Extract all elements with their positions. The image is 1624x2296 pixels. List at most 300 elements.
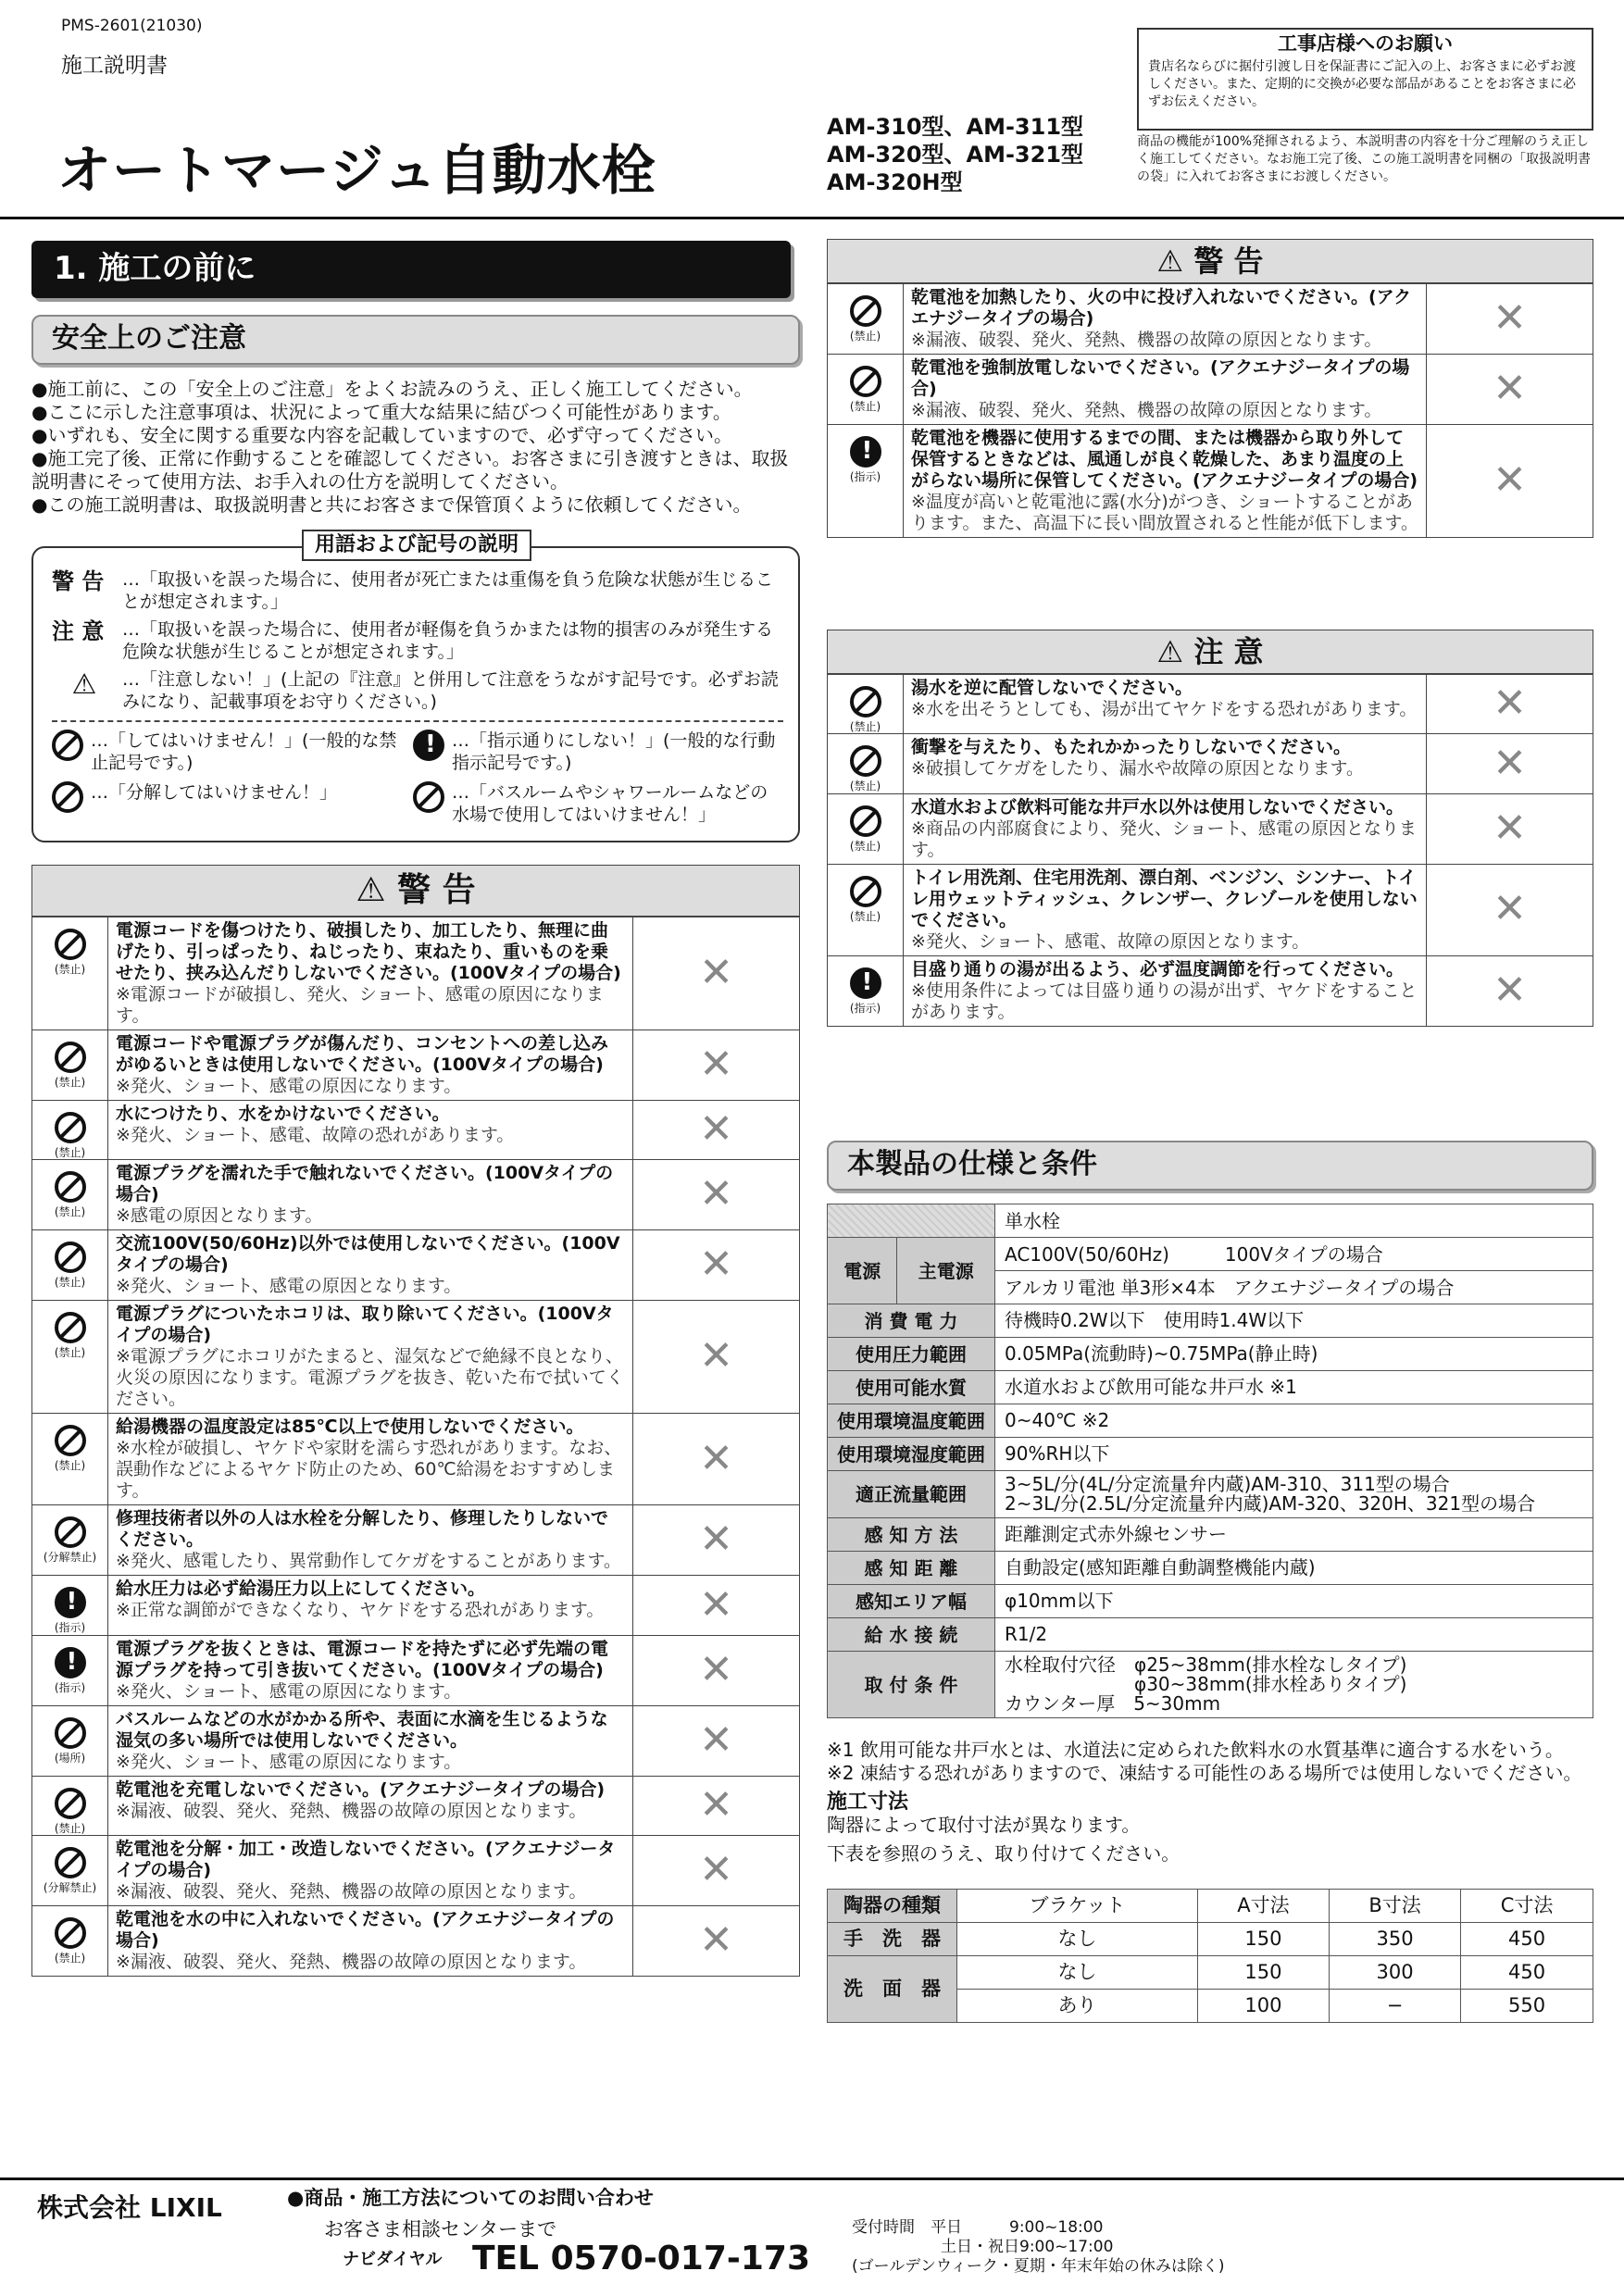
- hazard-statement: 水道水および飲料可能な井戸水以外は使用しないでください。: [911, 796, 1405, 817]
- model-list: [827, 113, 1083, 196]
- hazard-text: [108, 1505, 633, 1576]
- no-disassembly-icon: [52, 781, 83, 813]
- icon-caption: (禁止): [54, 1821, 86, 1835]
- prohibit-icon: [850, 745, 881, 777]
- hazard-statement: 電源コードを傷つけたり、破損したり、加工したり、無理に曲げたり、引っぱったり、ねじったり、束ねたり、重いものを乗せたり、挟み込んだりしないでください。(100Vタイプの場合): [116, 920, 621, 983]
- bullet: ●ここに示した注意事項は、状況によって重大な結果に結びつく可能性があります。: [31, 401, 731, 423]
- spec-value: 0~40℃ ※2: [995, 1404, 1593, 1438]
- hazard-icon-cell: [828, 955, 904, 1026]
- bullet: ●この施工説明書は、取扱説明書と共にお客さまで保管頂くように依頼してください。: [31, 493, 752, 516]
- hazard-reason: ※漏液、破裂、発火、発熱、機器の故障の原因となります。: [116, 1952, 587, 1973]
- cross-mark-icon: ✕: [1493, 885, 1527, 933]
- prohibit-icon: [52, 730, 83, 761]
- contact-center: お客さま相談センターまで: [324, 2218, 557, 2240]
- spec-notes: [827, 1739, 1605, 1866]
- spec-row: [828, 1471, 1593, 1518]
- cross-mark-icon: ✕: [699, 1781, 733, 1829]
- cross-mark-icon: ✕: [1493, 294, 1527, 343]
- hazard-reason: ※水を出そうとしても、湯が出てヤケドをする恐れがあります。: [911, 699, 1418, 719]
- cross-mark-icon: ✕: [699, 1105, 733, 1154]
- spec-value: 自動設定(感知距離自動調整機能内蔵): [995, 1552, 1593, 1585]
- hazard-text: [108, 1101, 633, 1160]
- model-line: AM-320型、AM-321型: [827, 142, 1084, 168]
- spec-label: 給 水 接 続: [828, 1618, 995, 1652]
- hazard-reason: ※電源プラグにホコリがたまると、湿気などで絶縁不良となり、火災の原因になります。電源プラグを抜き、乾いた布で拭いてください。: [116, 1346, 624, 1410]
- cross-mark-icon: ✕: [1493, 365, 1527, 413]
- dim-line: 下表を参照のうえ、取り付けてください。: [827, 1842, 1181, 1865]
- hazard-row: [32, 1160, 800, 1230]
- doc-type: 施工説明書: [61, 54, 168, 78]
- prohibit-icon: [55, 1516, 86, 1548]
- spec-value: 水栓取付穴径 φ25~38mm(排水栓なしタイプ) φ30~38mm(排水栓ありタイプ) カウンター厚 5~30mm: [995, 1652, 1593, 1718]
- hazard-illustration: [633, 1836, 800, 1906]
- hazard-statement: 修理技術者以外の人は水栓を分解したり、修理したりしないでください。: [116, 1508, 609, 1551]
- bullet: ●施工前に、この「安全上のご注意」をよくお読みのうえ、正しく施工してください。: [31, 378, 753, 400]
- prohibit-icon: [850, 876, 881, 907]
- dim-cell: 150: [1197, 1923, 1329, 1956]
- hazard-row: [32, 1505, 800, 1576]
- hazard-text: [108, 917, 633, 1030]
- spec-row: [828, 1518, 1593, 1552]
- icon-caption: (指示): [54, 1680, 86, 1694]
- spec-row: [828, 1652, 1593, 1718]
- icon-caption: (禁止): [54, 1346, 86, 1360]
- spec-value: R1/2: [995, 1618, 1593, 1652]
- dim-cell: 300: [1329, 1956, 1460, 1990]
- hazard-text: [904, 864, 1427, 955]
- spec-label: 取 付 条 件: [828, 1652, 995, 1718]
- hazard-statement: 電源プラグを抜くときは、電源コードを持たずに必ず先端の電源プラグを持って引き抜いてください。(100Vタイプの場合): [116, 1638, 609, 1680]
- prohibit-def: …「してはいけません！」(一般的な禁止記号です。): [91, 730, 397, 773]
- hazard-illustration: [633, 1230, 800, 1301]
- prohibit-icon: [850, 805, 881, 837]
- installer-request-box: [1137, 28, 1593, 131]
- spec-label: 感 知 方 法: [828, 1518, 995, 1552]
- disassembly-def: …「分解してはいけません！」: [91, 782, 338, 803]
- hazard-icon-cell: [32, 1230, 108, 1301]
- terms-box: [31, 533, 800, 842]
- hazard-reason: ※発火、ショート、感電の原因になります。: [116, 1680, 462, 1702]
- spec-label: 使用可能水質: [828, 1371, 995, 1404]
- prohibit-icon: [55, 1917, 86, 1949]
- right-warning-table: [827, 239, 1593, 538]
- dim-cell: 洗 面 器: [828, 1956, 957, 2023]
- hazard-reason: ※商品の内部腐食により、発火、ショート、感電の原因となります。: [911, 817, 1417, 860]
- hazard-illustration: [1427, 675, 1593, 734]
- model-line: AM-310型、AM-311型: [827, 114, 1084, 140]
- hazard-text: [108, 1576, 633, 1635]
- hazard-icon-cell: [32, 1160, 108, 1230]
- hazard-illustration: [1427, 955, 1593, 1026]
- cross-mark-icon: ✕: [699, 1580, 733, 1628]
- hazard-text: [108, 1776, 633, 1835]
- spec-value: 90%RH以下: [995, 1438, 1593, 1471]
- hazard-icon-cell: [828, 425, 904, 538]
- hazard-illustration: [633, 1906, 800, 1977]
- hazard-reason: ※漏液、破裂、発火、発熱、機器の故障の原因となります。: [911, 400, 1382, 420]
- instruction-icon: [850, 436, 881, 468]
- dim-cell: あり: [957, 1990, 1198, 2023]
- phone-number[interactable]: TEL 0570-017-173: [472, 2240, 810, 2277]
- caution-title: ⚠ 注 意: [827, 630, 1593, 674]
- hazard-icon-cell: [32, 1101, 108, 1160]
- dim-cell: −: [1329, 1990, 1460, 2023]
- hazard-statement: 乾電池を充電しないでください。(アクエナジータイプの場合): [116, 1778, 606, 1800]
- instruction-icon: [55, 1587, 86, 1618]
- hazard-illustration: [633, 1576, 800, 1635]
- footer-divider: [0, 2177, 1624, 2180]
- cross-mark-icon: ✕: [1493, 966, 1527, 1014]
- hazard-reason: ※発火、ショート、感電の原因になります。: [116, 1751, 462, 1772]
- bullet: ●いずれも、安全に関する重要な内容を記載していますので、必ず守ってください。: [31, 424, 733, 446]
- icon-caption: (禁止): [54, 1952, 86, 1965]
- hazard-row: [828, 734, 1593, 793]
- spec-main-label: 主電源: [897, 1238, 995, 1304]
- hazard-text: [904, 355, 1427, 425]
- dim-head: B寸法: [1329, 1890, 1460, 1923]
- hazard-illustration: [1427, 425, 1593, 538]
- prohibit-icon: [55, 1425, 86, 1456]
- dim-head: A寸法: [1197, 1890, 1329, 1923]
- spec-type: 単水栓: [995, 1204, 1593, 1238]
- hazard-icon-cell: [32, 1576, 108, 1635]
- dimension-table: [827, 1889, 1593, 2023]
- hazard-statement: バスルームなどの水がかかる所や、表面に水滴を生じるような湿気の多い場所では使用しないでください。: [116, 1708, 608, 1751]
- icon-caption: (指示): [849, 470, 881, 483]
- hazard-row: [32, 1101, 800, 1160]
- icon-caption: (場所): [54, 1751, 86, 1765]
- request-note: 商品の機能が100%発揮されるよう、本説明書の内容を十分ご理解のうえ正しく施工してください。なお施工完了後、この施工説明書を同梱の「取扱説明書の袋」に入れてお客さまにお渡しください。: [1137, 134, 1591, 184]
- model-line: AM-320H型: [827, 169, 963, 195]
- hazard-statement: 電源プラグを濡れた手で触れないでください。(100Vタイプの場合): [116, 1163, 614, 1205]
- hazard-statement: 乾電池を機器に使用するまでの間、または機器から取り外して保管するときなどは、風通しが良く乾燥した、あまり温度の上がらない場所に保管してください。(アクエナジータイプの場合): [911, 428, 1418, 491]
- hazard-icon-cell: [32, 1635, 108, 1705]
- warning-title-text: 警 告: [1193, 243, 1264, 279]
- company-name: 株式会社 LIXIL: [37, 2192, 222, 2223]
- hazard-statement: 電源プラグについたホコリは、取り除いてください。(100Vタイプの場合): [116, 1304, 614, 1346]
- prohibit-icon: [55, 1171, 86, 1203]
- hazard-icon-cell: [32, 917, 108, 1030]
- hazard-icon-cell: [32, 1906, 108, 1977]
- spec-label: 感知エリア幅: [828, 1585, 995, 1618]
- hazard-statement: 給湯機器の温度設定は85℃以上で使用しないでください。: [116, 1416, 584, 1438]
- hazard-text: [108, 1230, 633, 1301]
- caution-title-text: 注 意: [1193, 634, 1264, 669]
- icon-caption: (禁止): [849, 330, 881, 343]
- icon-caption: (分解禁止): [43, 1551, 97, 1565]
- bathroom-def: …「バスルームやシャワールームなどの水場で使用してはいけません！」: [452, 782, 768, 825]
- hazard-illustration: [1427, 355, 1593, 425]
- caution-def: …「取扱いを誤った場合に、使用者が軽傷を負うかまたは物的損害のみが発生する危険な状態が生じることが想定されます。」: [122, 619, 774, 662]
- icon-caption: (分解禁止): [43, 1881, 97, 1895]
- hazard-text: [108, 1301, 633, 1414]
- hazard-row: [828, 675, 1593, 734]
- dim-cell: 550: [1461, 1990, 1593, 2023]
- cross-mark-icon: ✕: [699, 1516, 733, 1564]
- spec-table: [827, 1204, 1593, 1718]
- dim-cell: 150: [1197, 1956, 1329, 1990]
- hazard-statement: 電源コードや電源プラグが傷んだり、コンセントへの差し込みがゆるいときは使用しないでください。(100Vタイプの場合): [116, 1033, 609, 1075]
- prohibit-icon: [55, 929, 86, 960]
- hazard-illustration: [1427, 734, 1593, 793]
- hazard-text: [108, 1635, 633, 1705]
- hazard-reason: ※水栓が破損し、ヤケドや家財を濡らす恐れがあります。なお、誤動作などによるヤケド防止のため、60℃給湯をおすすめします。: [116, 1438, 622, 1502]
- hazard-icon-cell: [828, 284, 904, 355]
- hazard-reason: ※使用条件によっては目盛り通りの湯が出ず、ヤケドをすることがあります。: [911, 980, 1418, 1022]
- hazard-row: [828, 864, 1593, 955]
- warning-triangle-icon: ⚠: [71, 668, 97, 701]
- cross-mark-icon: ✕: [699, 949, 733, 997]
- prohibit-icon: [55, 1112, 86, 1143]
- hazard-icon-cell: [828, 864, 904, 955]
- hazard-row: [32, 1705, 800, 1776]
- cross-mark-icon: ✕: [699, 1332, 733, 1380]
- hazard-reason: ※正常な調節ができなくなり、ヤケドをする恐れがあります。: [116, 1600, 605, 1621]
- spec-value: 3~5L/分(4L/分定流量弁内蔵)AM-310、311型の場合 2~3L/分(2.5L/分定流量弁内蔵)AM-320、320H、321型の場合: [995, 1471, 1593, 1518]
- spec-row: [828, 1618, 1593, 1652]
- spec-label: 適正流量範囲: [828, 1471, 995, 1518]
- hazard-icon-cell: [32, 1836, 108, 1906]
- hazard-text: [904, 955, 1427, 1026]
- note: ※1 飲用可能な井戸水とは、水道法に定められた飲料水の水質基準に適合する水をいう。: [827, 1739, 1564, 1761]
- dim-title: 施工寸法: [827, 1791, 909, 1814]
- hazard-row: [32, 1414, 800, 1505]
- spec-row: [828, 1404, 1593, 1438]
- hazard-icon-cell: [828, 734, 904, 793]
- spec-label: 使用環境温度範囲: [828, 1404, 995, 1438]
- icon-caption: (禁止): [849, 909, 881, 923]
- hazard-text: [108, 1030, 633, 1101]
- spec-corner: [828, 1204, 995, 1238]
- hazard-illustration: [633, 1505, 800, 1576]
- hazard-text: [904, 425, 1427, 538]
- hazard-text: [108, 1160, 633, 1230]
- hours: [852, 2218, 1225, 2277]
- cross-mark-icon: ✕: [699, 1170, 733, 1218]
- hazard-reason: ※漏液、破裂、発火、発熱、機器の故障の原因となります。: [911, 330, 1382, 350]
- hazard-statement: 乾電池を強制放電しないでください。(アクエナジータイプの場合): [911, 357, 1410, 399]
- dim-cell: 100: [1197, 1990, 1329, 2023]
- hazard-reason: ※発火、感電したり、異常動作してケガをすることがあります。: [116, 1551, 622, 1572]
- bullet: ●施工完了後、正常に作動することを確認してください。お客さまに引き渡すときは、取扱説明書にそって使用方法、お手入れの仕方を説明してください。: [31, 447, 789, 493]
- hazard-icon-cell: [32, 1705, 108, 1776]
- cross-mark-icon: ✕: [1493, 739, 1527, 787]
- spec-power-label: 電源: [828, 1238, 897, 1304]
- hazard-icon-cell: [32, 1776, 108, 1835]
- dim-cell: なし: [957, 1923, 1198, 1956]
- hazard-reason: ※温度が高いと乾電池に露(水分)がつき、ショートすることがあります。また、高温下に長い間放置されると性能が低下します。: [911, 492, 1418, 533]
- hazard-text: [108, 1414, 633, 1505]
- hazard-icon-cell: [32, 1414, 108, 1505]
- hazard-illustration: [633, 917, 800, 1030]
- hazard-text: [904, 675, 1427, 734]
- cross-mark-icon: ✕: [699, 1916, 733, 1965]
- hazard-reason: ※発火、ショート、感電の原因となります。: [116, 1276, 462, 1297]
- hazard-row: [828, 793, 1593, 864]
- cross-mark-icon: ✕: [1493, 680, 1527, 728]
- contact-heading: ●商品・施工方法についてのお問い合わせ: [287, 2187, 654, 2209]
- request-body: 貴店名ならびに据付引渡し日を保証書にご記入の上、お客さまに必ずお渡しください。また、定期的に交換が必要な部品があることをお客さまに必ずお伝えください。: [1148, 59, 1576, 110]
- cross-mark-icon: ✕: [699, 1434, 733, 1482]
- hazard-icon-cell: [32, 1505, 108, 1576]
- hazard-reason: ※破損してケガをしたり、漏水や故障の原因となります。: [911, 758, 1365, 780]
- hazard-reason: ※感電の原因となります。: [116, 1205, 323, 1227]
- prohibit-icon: [55, 1312, 86, 1343]
- icon-caption: (禁止): [54, 963, 86, 976]
- hazard-statement: 目盛り通りの湯が出るよう、必ず温度調節を行ってください。: [911, 958, 1405, 980]
- triangle-def: …「注意しない！」(上記の『注意』と併用して注意をうながす記号です。必ずお読みになり、記載事項をお守りください。): [122, 669, 779, 712]
- right-caution-table: [827, 630, 1593, 1027]
- hazard-icon-cell: [828, 675, 904, 734]
- dim-cell: 450: [1461, 1923, 1593, 1956]
- instruction-icon: [55, 1647, 86, 1678]
- warning-title: ⚠ 警 告: [31, 865, 800, 917]
- hazard-text: [904, 793, 1427, 864]
- spec-heading: 本製品の仕様と条件: [827, 1141, 1593, 1191]
- spec-value: 待機時0.2W以下 使用時1.4W以下: [995, 1304, 1593, 1338]
- prohibit-icon: [55, 1242, 86, 1273]
- hazard-illustration: [633, 1635, 800, 1705]
- caution-term: 注 意: [52, 618, 105, 644]
- spec-row: [828, 1304, 1593, 1338]
- cross-mark-icon: ✕: [699, 1716, 733, 1764]
- instruction-icon: [413, 730, 444, 761]
- dim-line: 陶器によって取付寸法が異なります。: [827, 1814, 1141, 1836]
- dim-cell: なし: [957, 1956, 1198, 1990]
- prohibit-icon: [55, 1788, 86, 1819]
- icon-caption: (禁止): [849, 839, 881, 853]
- hazard-illustration: [633, 1414, 800, 1505]
- hazard-reason: ※発火、ショート、感電、故障の原因となります。: [911, 930, 1310, 952]
- hazard-statement: 交流100V(50/60Hz)以外では使用しないでください。(100Vタイプの場合): [116, 1233, 620, 1276]
- hazard-row: [828, 355, 1593, 425]
- warning-title-text: 警 告: [397, 871, 476, 909]
- prohibit-icon: [850, 366, 881, 397]
- hazard-icon-cell: [32, 1301, 108, 1414]
- hazard-row: [32, 1576, 800, 1635]
- spec-power1: AC100V(50/60Hz) 100Vタイプの場合: [995, 1238, 1593, 1271]
- spec-value: 0.05MPa(流動時)~0.75MPa(静止時): [995, 1338, 1593, 1371]
- hazard-text: [108, 1906, 633, 1977]
- hazard-statement: 乾電池を分解・加工・改造しないでください。(アクエナジータイプの場合): [116, 1839, 616, 1881]
- hazard-text: [108, 1705, 633, 1776]
- hazard-statement: トイレ用洗剤、住宅用洗剤、漂白剤、ベンジン、シンナー、トイレ用ウェットティッシュ、クレンザー、クレゾールを使用しないでください。: [911, 867, 1418, 930]
- hazard-illustration: [633, 1776, 800, 1835]
- prohibit-icon: [850, 686, 881, 718]
- safety-heading: 安全上のご注意: [31, 315, 800, 365]
- note: ※2 凍結する恐れがありますので、凍結する可能性のある場所では使用しないでください。: [827, 1762, 1582, 1784]
- cross-mark-icon: ✕: [699, 1041, 733, 1089]
- icon-caption: (禁止): [54, 1459, 86, 1473]
- hazard-illustration: [633, 1160, 800, 1230]
- dim-head: C寸法: [1461, 1890, 1593, 1923]
- hazard-row: [32, 1906, 800, 1977]
- hazard-row: [828, 425, 1593, 538]
- icon-caption: (指示): [849, 1001, 881, 1015]
- warn-term: 警 告: [52, 568, 105, 594]
- prohibit-icon: [55, 1847, 86, 1878]
- hazard-statement: 水につけたり、水をかけないでください。: [116, 1104, 450, 1124]
- icon-caption: (禁止): [54, 1276, 86, 1290]
- spec-value: 距離測定式赤外線センサー: [995, 1518, 1593, 1552]
- navi-dial: ナビダイヤル: [343, 2250, 443, 2269]
- icon-caption: (禁止): [54, 1205, 86, 1219]
- hours-line: (ゴールデンウィーク・夏期・年末年始の休みは除く): [852, 2257, 1225, 2276]
- cross-mark-icon: ✕: [699, 1241, 733, 1289]
- hazard-row: [32, 1635, 800, 1705]
- spec-row: [828, 1585, 1593, 1618]
- prohibit-icon: [850, 295, 881, 327]
- prohibit-icon: [55, 1717, 86, 1749]
- spec-label: 使用圧力範囲: [828, 1338, 995, 1371]
- spec-row: [828, 1371, 1593, 1404]
- icon-caption: (指示): [54, 1621, 86, 1635]
- spec-label: 消 費 電 力: [828, 1304, 995, 1338]
- left-warning-table: [31, 865, 800, 1977]
- dim-head: ブラケット: [957, 1890, 1198, 1923]
- hazard-illustration: [633, 1705, 800, 1776]
- icon-caption: (禁止): [849, 780, 881, 793]
- hazard-text: [904, 284, 1427, 355]
- hazard-row: [32, 1836, 800, 1906]
- instruction-icon: [850, 967, 881, 999]
- divider: [0, 217, 1624, 219]
- hazard-row: [32, 917, 800, 1030]
- hazard-text: [904, 734, 1427, 793]
- instruction-def: …「指示通りにしない！」(一般的な行動指示記号です。): [452, 730, 776, 773]
- hazard-statement: 衝撃を与えたり、もたれかかったりしないでください。: [911, 737, 1352, 758]
- hours-line: 土日・祝日9:00~17:00: [941, 2238, 1114, 2256]
- spec-label: 使用環境湿度範囲: [828, 1438, 995, 1471]
- request-title: 工事店様へのお願い: [1278, 32, 1453, 55]
- hazard-illustration: [1427, 793, 1593, 864]
- no-bathroom-icon: [413, 781, 444, 813]
- spec-label: 感 知 距 離: [828, 1552, 995, 1585]
- hazard-statement: 乾電池を加熱したり、火の中に投げ入れないでください。(アクエナジータイプの場合): [911, 287, 1412, 329]
- terms-title: 用語および記号の説明: [302, 530, 531, 561]
- hazard-row: [828, 284, 1593, 355]
- hazard-statement: 給水圧力は必ず給湯圧力以上にしてください。: [116, 1578, 486, 1600]
- hazard-reason: ※発火、ショート、感電、故障の恐れがあります。: [116, 1125, 515, 1145]
- hazard-icon-cell: [828, 355, 904, 425]
- spec-value: 水道水および飲用可能な井戸水 ※1: [995, 1371, 1593, 1404]
- cross-mark-icon: ✕: [699, 1846, 733, 1894]
- hazard-row: [32, 1776, 800, 1835]
- safety-bullets: [31, 378, 800, 517]
- hazard-illustration: [633, 1101, 800, 1160]
- icon-caption: (禁止): [849, 400, 881, 413]
- hazard-reason: ※電源コードが破損し、発火、ショート、感電の原因になります。: [116, 984, 604, 1026]
- icon-caption: (禁止): [849, 720, 881, 733]
- hazard-row: [32, 1230, 800, 1301]
- hazard-reason: ※発火、ショート、感電の原因になります。: [116, 1076, 462, 1096]
- hazard-illustration: [633, 1301, 800, 1414]
- cross-mark-icon: ✕: [1493, 804, 1527, 852]
- cross-mark-icon: ✕: [699, 1645, 733, 1693]
- hours-line: 受付時間 平日 9:00~18:00: [852, 2218, 1104, 2237]
- hazard-illustration: [1427, 864, 1593, 955]
- dim-cell: 手 洗 器: [828, 1923, 957, 1956]
- cross-mark-icon: ✕: [1493, 456, 1527, 505]
- page-title: オートマージュ自動水栓: [57, 139, 656, 202]
- spec-value: φ10mm以下: [995, 1585, 1593, 1618]
- hazard-illustration: [633, 1030, 800, 1101]
- icon-caption: (禁止): [54, 1146, 86, 1159]
- doc-code: PMS-2601(21030): [61, 17, 203, 35]
- hazard-icon-cell: [828, 793, 904, 864]
- icon-caption: (禁止): [54, 1076, 86, 1089]
- hazard-statement: 湯水を逆に配管しないでください。: [911, 678, 1193, 698]
